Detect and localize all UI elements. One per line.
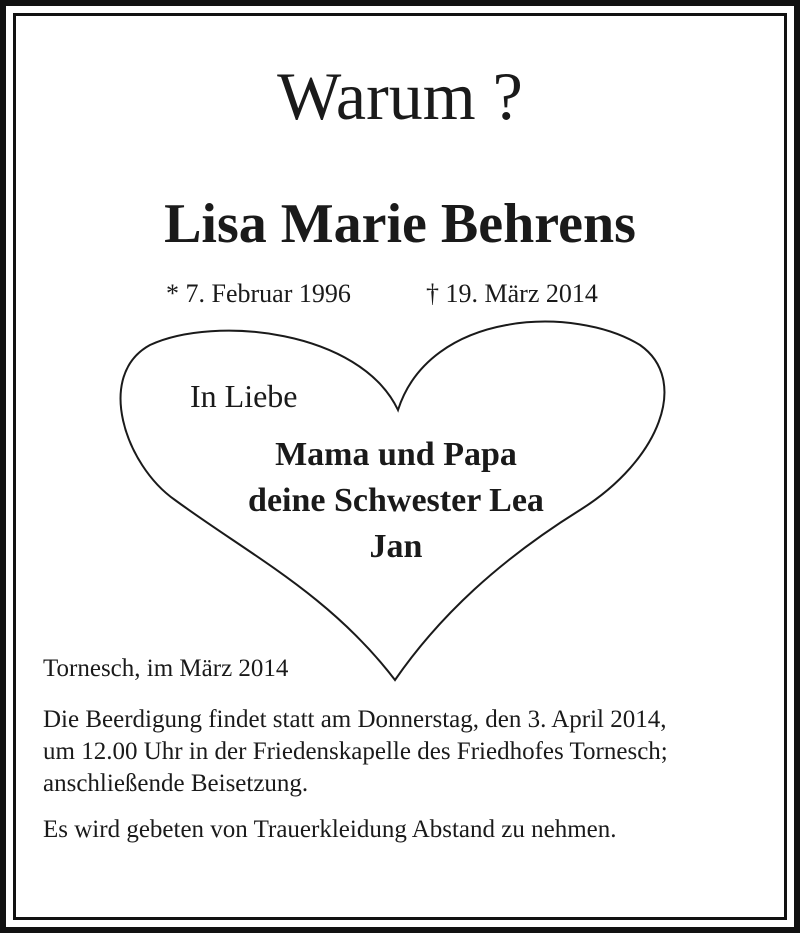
burial-info	[43, 704, 763, 800]
family-names	[200, 432, 592, 570]
closing-notice: Es wird gebeten von Trauerkleidung Abstand zu nehmen.	[43, 816, 617, 843]
family-line: Jan	[369, 528, 423, 565]
death-date: † 19. März 2014	[426, 279, 598, 308]
burial-line: Die Beerdigung findet statt am Donnerstag, den 3. April 2014,	[43, 706, 667, 733]
heading: Warum ?	[277, 58, 523, 134]
family-line: Mama und Papa	[275, 436, 517, 473]
family-line: deine Schwester Lea	[248, 482, 544, 519]
place-date: Tornesch, im März 2014	[43, 655, 289, 682]
in-love-label: In Liebe	[190, 378, 298, 414]
burial-line: um 12.00 Uhr in der Friedenskapelle des Friedhofes Tornesch;	[43, 738, 668, 765]
birth-date: * 7. Februar 1996	[166, 279, 351, 308]
deceased-name: Lisa Marie Behrens	[164, 193, 636, 255]
burial-line: anschließende Beisetzung.	[43, 770, 309, 797]
